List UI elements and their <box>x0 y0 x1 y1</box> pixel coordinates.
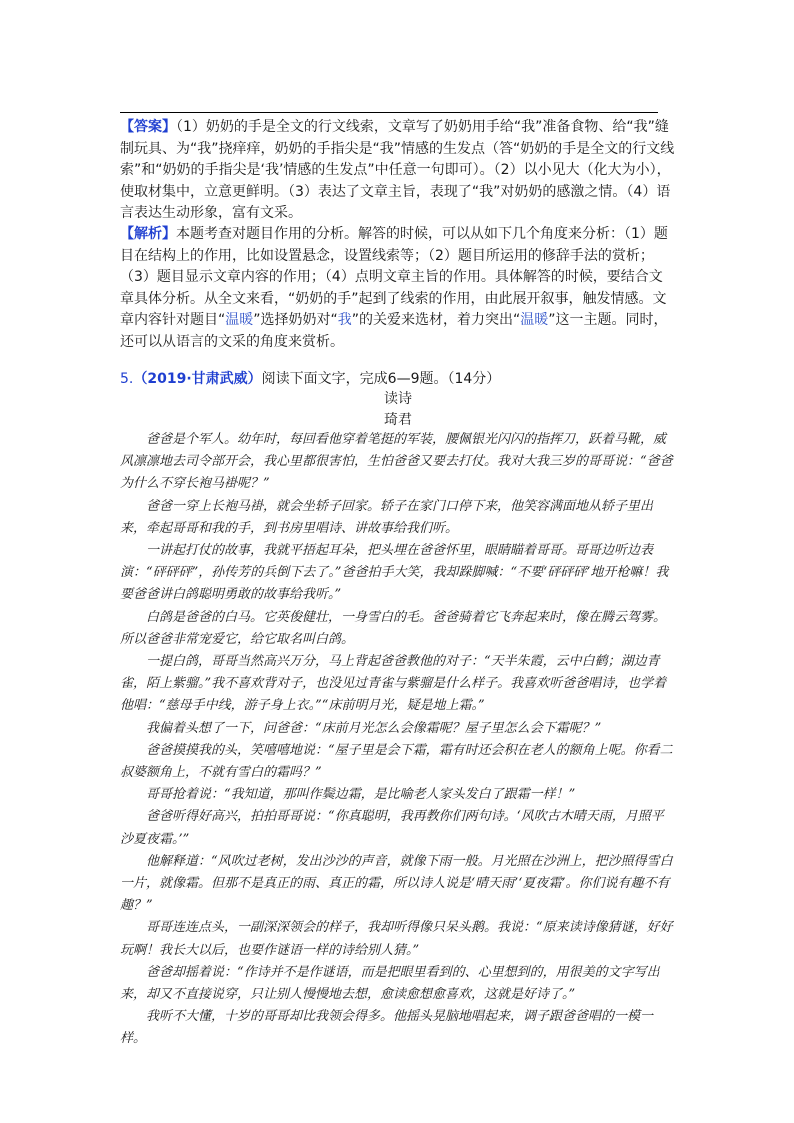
analysis-text-4: ”这一主题。同时，还可以从语言的文采的角度来赏析。 <box>120 312 668 350</box>
paragraph: 白鸽是爸爸的白马。它英俊健壮，一身雪白的毛。爸爸骑着它飞奔起来时，像在腾云驾雾。所以爸爸非常宠爱它，给它取名叫白鸽。 <box>120 609 667 647</box>
passage-author: 琦君 <box>384 412 412 428</box>
passage-body <box>120 429 676 1051</box>
analysis-tag: 【解析】 <box>120 226 176 242</box>
analysis-text-3: ”的关爱来选材，着力突出“ <box>351 312 521 328</box>
paragraph: 爸爸一穿上长袍马褂，就会坐轿子回家。轿子在家门口停下来，他笑容满面地从轿子里出来，牵起哥哥和我的手，到书房里唱诗、讲故事给我们听。 <box>120 498 654 536</box>
paragraph: 一提白鸽，哥哥当然高兴万分，马上背起爸爸教他的对子：“天半朱霞，云中白鹤；湖边青雀，陌上紫骝。”我不喜欢背对子，也没见过青雀与紫骝是什么样子。我喜欢听爸爸唱诗，也学着他唱：“慈母手中线，游子身上衣。”“床前明月光，疑是地上霜。” <box>120 654 667 714</box>
question-source: （2019·甘肃武威） <box>133 371 262 387</box>
answer-text: （1）奶奶的手是全文的行文线索，文章写了奶奶用手给“我”准备食物、给“我”缝制玩具、为“我”挠痒痒，奶奶的手指尖是“我”情感的生发点（答“奶奶的手是全文的行文线索”和“奶奶的手指尖是‘我’情感的生发点”中任意一句即可）。（2）以小见大（化大为小），使取材集中，立意更鲜明。（3）表达了文章主旨，表现了“我”对奶奶的感激之情。（4）语言表达生动形象，富有文采。 <box>120 119 675 221</box>
paragraph: 我偏着头想了一下，问爸爸：“床前月光怎么会像霜呢？屋子里怎么会下霜呢？” <box>146 720 602 736</box>
paragraph: 他解释道：“风吹过老树，发出沙沙的声音，就像下雨一般。月光照在沙洲上，把沙照得雪白一片，就像霜。但那不是真正的雨、真正的霜，所以诗人说是‘晴天雨’‘夏夜霜’。你们说有趣不有趣？” <box>120 853 673 914</box>
answer-block <box>120 117 676 225</box>
horizontal-rule <box>120 112 658 113</box>
analysis-keyword-warmth-2: 温暖 <box>520 312 549 328</box>
analysis-text-2: ”选择奶奶对“ <box>253 312 338 328</box>
analysis-text-1: 本题考查对题目作用的分析。解答的时候，可以从如下几个角度来分析：（1）题目在结构上的作用，比如设置悬念，设置线索等；（2）题目所运用的修辞手法的赏析；（3）题目显示文章内容的作用；（4）点明文章主旨的作用。具体解答的时候，要结合文章具体分析。从全文来看，“奶奶的手”起到了线索的作用，由此展开叙事，触发情感。文章内容针对题目“ <box>120 226 668 328</box>
question-header <box>120 369 500 389</box>
analysis-block <box>120 224 676 353</box>
passage-title: 读诗 <box>384 391 412 407</box>
paragraph: 爸爸却摇着说：“作诗并不是作谜语，而是把眼里看到的、心里想到的，用很美的文字写出来，却又不直接说穿，只让别人慢慢地去想，愈读愈想愈喜欢，这就是好诗了。” <box>120 964 660 1003</box>
analysis-keyword-me: 我 <box>337 312 352 328</box>
paragraph: 爸爸摸摸我的头，笑嘻嘻地说：“屋子里是会下霜，霜有时还会积在老人的额角上呢。你看二叔婆额角上，不就有雪白的霜吗？” <box>120 742 673 781</box>
paragraph: 哥哥连连点头，一副深深领会的样子，我却听得像只呆头鹅。我说：“原来读诗像猜谜，好好玩啊！我长大以后，也要作谜语一样的诗给别人猜。” <box>120 920 673 958</box>
analysis-keyword-warmth: 温暖 <box>225 312 254 328</box>
question-instruction: 阅读下面文字，完成6—9题。（14分） <box>261 371 501 387</box>
paragraph: 我听不大懂，十岁的哥哥却比我领会得多。他摇头晃脑地唱起来，调子跟爸爸唱的一模一样。 <box>120 1009 654 1047</box>
question-number: 5. <box>120 371 134 387</box>
paragraph: 一讲起打仗的故事，我就平捂起耳朵，把头埋在爸爸怀里，眼睛瞄着哥哥。哥哥边听边表演：“砰砰砰”，孙传芳的兵倒下去了。”爸爸拍手大笑，我却跺脚喊：“不要‘砰砰砰’地开枪嘛！我要爸爸讲白鸽聪明勇敢的故事给我听。” <box>120 543 669 603</box>
answer-tag: 【答案】 <box>120 119 176 135</box>
paragraph: 哥哥抢着说：“我知道，那叫作鬓边霜，是比喻老人家头发白了跟霜一样！” <box>146 787 576 803</box>
paragraph: 爸爸听得好高兴，拍拍哥哥说：“你真聪明，我再教你们两句诗。‘风吹古木晴天雨，月照平沙夏夜霜。’” <box>120 809 664 847</box>
paragraph: 爸爸是个军人。幼年时，每回看他穿着笔挺的军装，腰佩银光闪闪的指挥刀，跃着马靴，威风凛凛地去司令部开会，我心里都很害怕，生怕爸爸又要去打仗。我对大我三岁的哥哥说：“爸爸为什么不穿长袍马褂呢？” <box>120 432 673 492</box>
